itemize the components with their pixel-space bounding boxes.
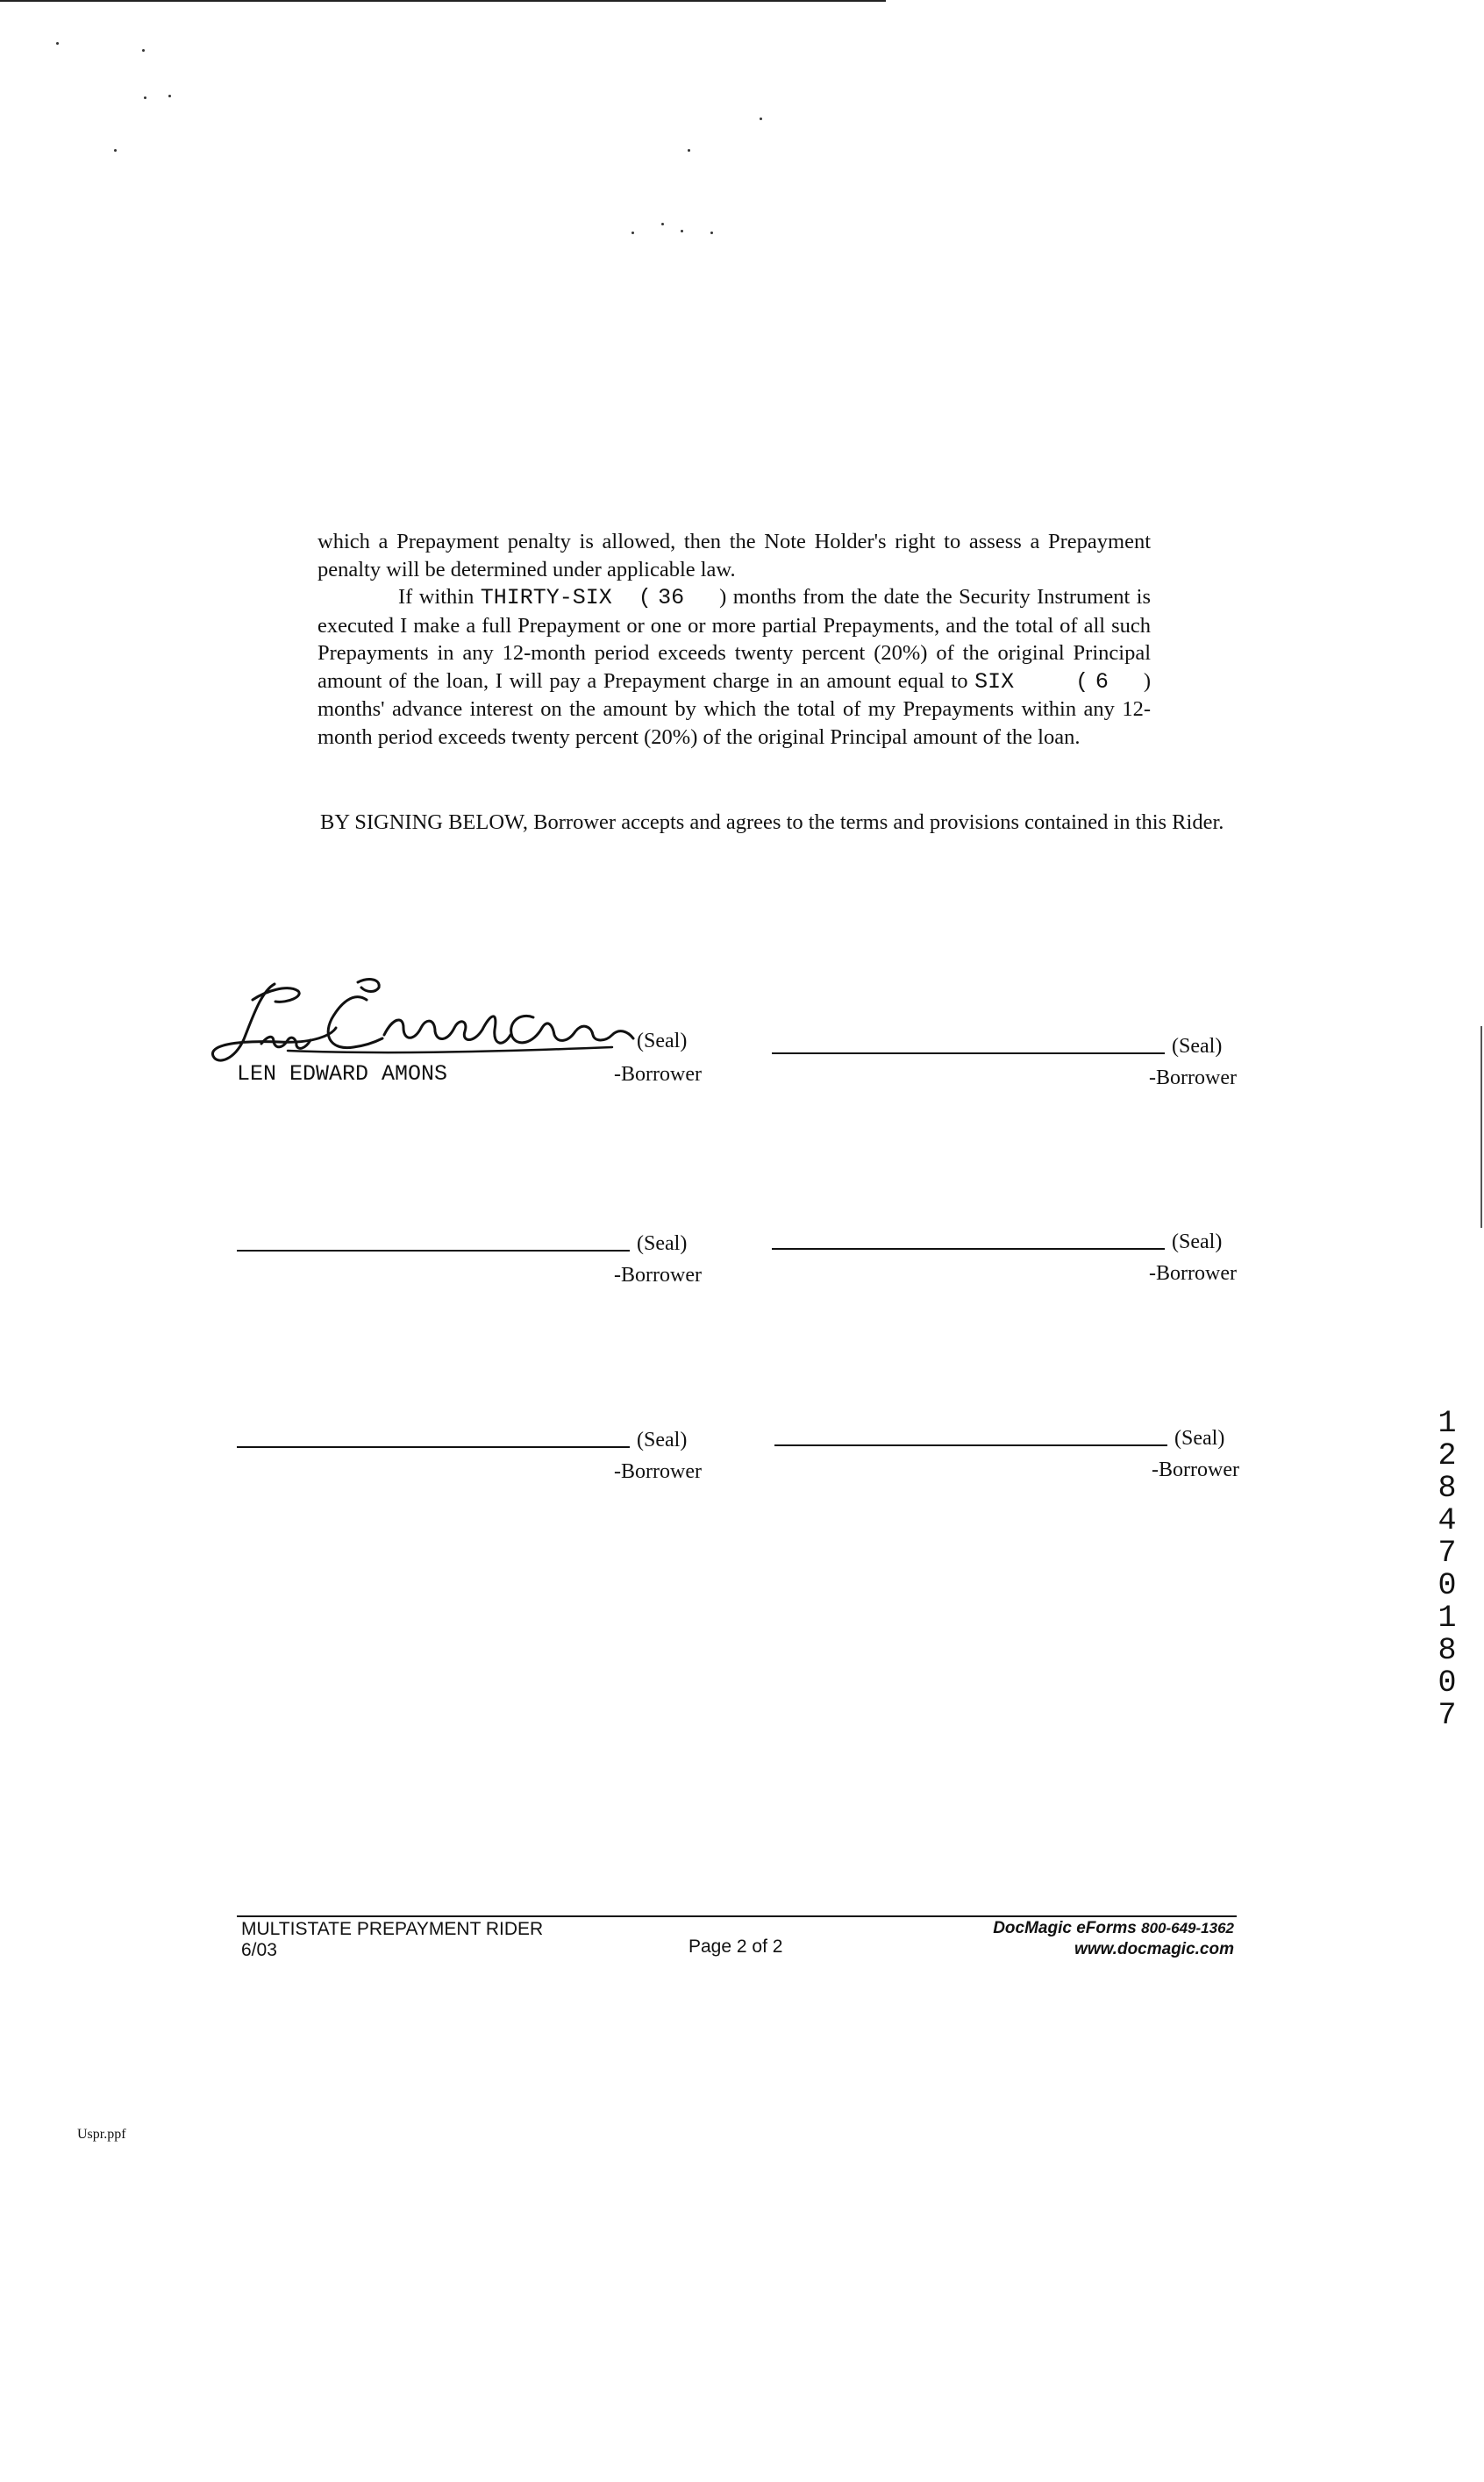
signing-statement-text: BY SIGNING BELOW, Borrower accepts and agrees to the terms and provisions contained in this Rider. (320, 810, 1224, 834)
footer-form-info (241, 1919, 543, 1961)
footer-brand (993, 1918, 1234, 1960)
scan-speck (688, 149, 690, 152)
scan-speck (168, 95, 171, 97)
signer-name: LEN EDWARD AMONS (237, 1061, 448, 1087)
rider-body (317, 528, 1151, 751)
borrower-label: -Borrower (614, 1460, 702, 1483)
signature-block-5 (237, 1429, 702, 1516)
p2-mid-text: ) months from the date the Security Instrument is executed I make a full Prepayment or one or more partial Prepayments, and the total of all such Prepayments in any 12-month period exceeds twenty percent (20%) of the original Principal amount of the loan, I will pay a Prepayment charge in an amount equal to (317, 585, 1152, 693)
top-scan-line (0, 0, 886, 2)
signature-line (774, 1444, 1167, 1446)
scan-speck (114, 149, 117, 152)
right-scan-line (1480, 1026, 1482, 1228)
scan-speck (661, 223, 664, 225)
months-open-paren: ( (1075, 668, 1089, 695)
scan-speck (681, 230, 683, 232)
signature-block-2 (772, 1035, 1237, 1123)
scan-speck (56, 42, 59, 45)
form-date: 6/03 (241, 1940, 277, 1960)
borrower-label: -Borrower (1152, 1459, 1239, 1481)
brand-phone: 800-649-1362 (1141, 1920, 1234, 1936)
signature-block-6 (774, 1427, 1239, 1515)
paragraph-penalty-law: which a Prepayment penalty is allowed, then the Note Holder's right to assess a Prepayment penalty will be determined under applicable law. (317, 530, 1151, 581)
brand-name: DocMagic eForms (993, 1919, 1137, 1937)
borrower-label: -Borrower (1149, 1066, 1237, 1089)
scan-speck (142, 49, 145, 52)
borrower-label: -Borrower (1149, 1262, 1237, 1285)
signature-line (237, 1446, 630, 1448)
borrower-label: -Borrower (614, 1264, 702, 1287)
page-number: Page 2 of 2 (688, 1936, 783, 1957)
signing-statement (237, 807, 1237, 838)
p2-post-text: ) months' advance interest on the amount by which the total of my Prepayments within any 12-month period exceeds twenty percent (20%) of the original Principal amount of the loan. (317, 668, 1152, 749)
borrower-label: -Borrower (614, 1063, 702, 1086)
term-number: 36 (658, 585, 685, 610)
signature-line (237, 1250, 630, 1252)
signature-block-4 (772, 1230, 1237, 1318)
paragraph-prepayment-charge (317, 583, 1151, 751)
side-stamp-number: 12847 01807 (1438, 1406, 1475, 1733)
scan-speck (760, 118, 762, 120)
seal-label: (Seal) (637, 1232, 688, 1255)
months-words: SIX (974, 668, 1015, 695)
file-code: Uspr.ppf (77, 2127, 126, 2142)
p2-pre-text: If within (398, 585, 474, 609)
scan-speck (710, 232, 713, 234)
footer-rule (237, 1915, 1237, 1917)
seal-label: (Seal) (1172, 1230, 1223, 1253)
signature-line (772, 1052, 1165, 1054)
brand-website: www.docmagic.com (1074, 1940, 1234, 1958)
form-name: MULTISTATE PREPAYMENT RIDER (241, 1919, 544, 1939)
scan-speck (631, 232, 634, 234)
term-words: THIRTY-SIX (480, 585, 612, 610)
term-open-paren: ( (638, 585, 652, 610)
scan-speck (144, 96, 146, 99)
seal-label: (Seal) (1172, 1035, 1223, 1058)
seal-label: (Seal) (637, 1429, 688, 1451)
seal-label: (Seal) (637, 1030, 688, 1052)
signature-line (772, 1248, 1165, 1250)
signature-block-3 (237, 1232, 702, 1320)
months-number: 6 (1095, 668, 1109, 695)
seal-label: (Seal) (1174, 1427, 1225, 1450)
